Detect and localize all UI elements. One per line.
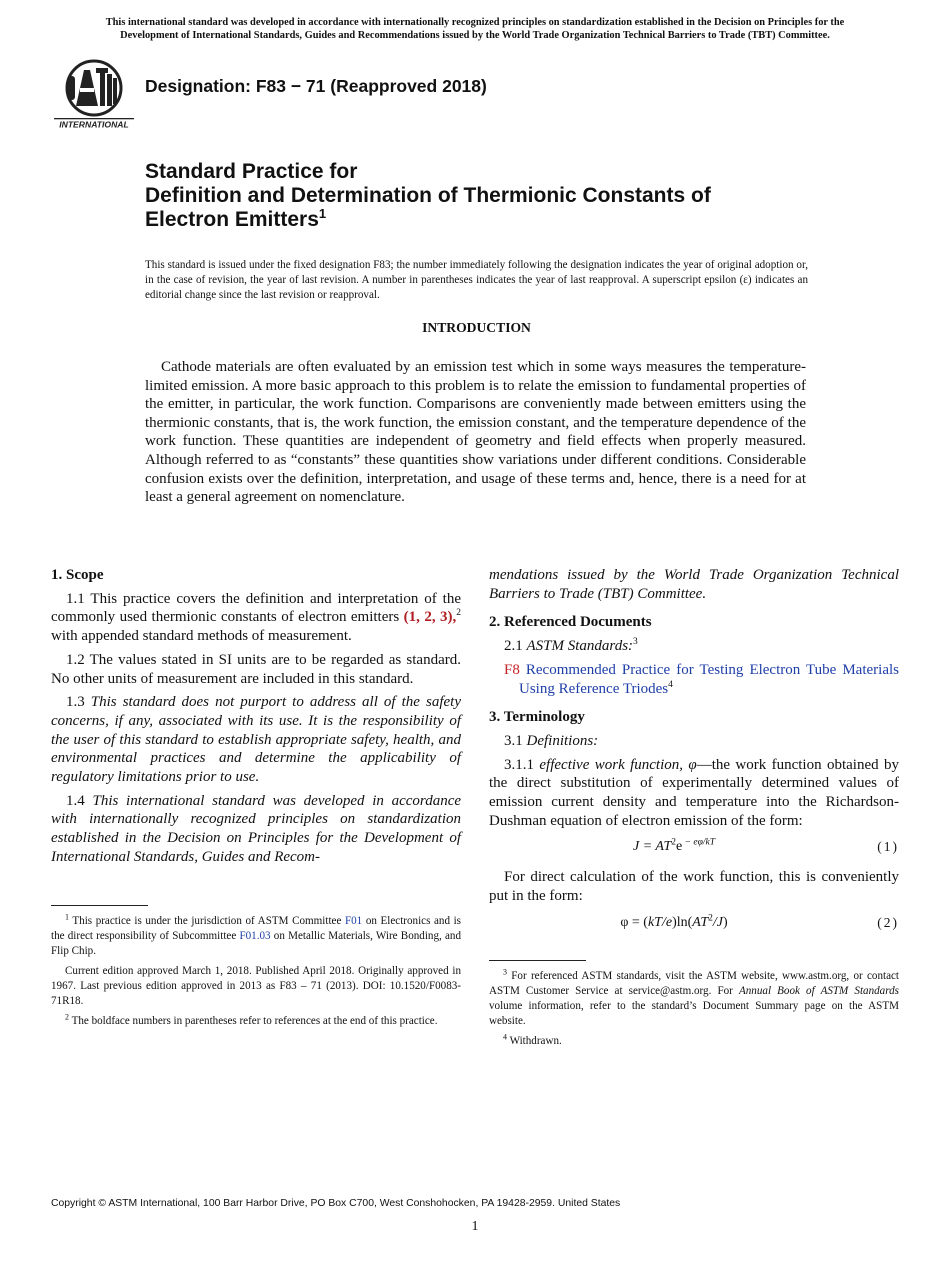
subcommittee-link[interactable]: F01.03 bbox=[239, 929, 271, 942]
equation-2-number: (2) bbox=[877, 914, 899, 930]
introduction-heading: INTRODUCTION bbox=[422, 320, 531, 335]
ref-link-1[interactable]: 1 bbox=[408, 609, 417, 626]
equation-1-superscript: − eφ/kT bbox=[682, 837, 715, 848]
scope-para-1-1-tail: with appended standard methods of measurement. bbox=[51, 628, 352, 645]
terminology-para-3-1 bbox=[489, 732, 899, 751]
ref-close: ), bbox=[447, 609, 457, 626]
footnote-4-mark: 4 bbox=[503, 1032, 507, 1042]
scope-para-1-4-text: This international standard was developed in accordance with internationally recognized principles on standardization established in the Decision on Principles for the Development of International Standards, Guides and Recom- bbox=[51, 792, 462, 865]
ref-link-2[interactable]: 2 bbox=[424, 609, 432, 626]
terminology-para-3-1-1-num: 3.1.1 bbox=[504, 756, 540, 773]
footnote-4-text: Withdrawn. bbox=[507, 1034, 562, 1047]
footnote-2-mark: 2 bbox=[65, 1011, 69, 1021]
introduction-text: Cathode materials are often evaluated by an emission test which in some ways measures the temperature-limited emission. A more basic approach to this problem is to relate the emission to fundamental properties of the emitter, in particular, the work function. Comparisons are conveniently made between emitters using the thermionic constants, that is, the work function, the emission constant, and the temperature dependence of the work function. These quantities are independent of geometry and field effects when properly measured. Although referred to as “constants” these quantities show variations under different conditions. Considerable confusion exists over the definition, interpretation, and usage of these terms and, hence, there is a need for at least a general agreement on nomenclature. bbox=[145, 359, 806, 506]
scope-para-1-3-num: 1.3 bbox=[66, 694, 91, 711]
left-column bbox=[51, 566, 461, 1034]
footnote-mark-4: 4 bbox=[668, 679, 673, 690]
referenced-para-2-1 bbox=[489, 637, 899, 656]
terminology-para-3-1-num: 3.1 bbox=[504, 732, 527, 749]
equation-1-e: e bbox=[675, 839, 683, 855]
right-column bbox=[489, 566, 899, 1054]
footnote-3-mark: 3 bbox=[503, 967, 507, 977]
title-line-3-text: Electron Emitters bbox=[145, 208, 319, 231]
title-line-2: Definition and Determination of Thermionic Constants of bbox=[145, 184, 711, 207]
referenced-para-2-1-text: ASTM Standards: bbox=[526, 638, 634, 655]
title-line-1: Standard Practice for bbox=[145, 160, 358, 183]
footnote-1 bbox=[51, 911, 461, 959]
terminology-para-3-1-1-text: —the work function obtained by the direct substitution of experimentally determined values of emission current density and temperature into the Richardson-Dushman equation of electron emission of the form: bbox=[489, 756, 900, 829]
referenced-para-2-1-num: 2.1 bbox=[504, 638, 527, 655]
scope-para-1-4-num: 1.4 bbox=[66, 792, 93, 809]
notice-line-2: Development of International Standards, Guides and Recommendations issued by the World Trade Organization Technical Barriers to Trade (TBT) Committee. bbox=[120, 30, 830, 41]
equation-2-at: AT bbox=[692, 914, 709, 930]
equation-1-body bbox=[489, 838, 859, 857]
ref-sep-2: , bbox=[431, 609, 441, 626]
referenced-documents-heading: 2. Referenced Documents bbox=[489, 614, 652, 631]
equation-1-number: (1) bbox=[877, 839, 899, 855]
title-footnote-mark: 1 bbox=[318, 206, 327, 221]
terminology-heading: 3. Terminology bbox=[489, 709, 585, 726]
footnote-divider-right bbox=[489, 960, 586, 961]
terminology-para-direct-calc: For direct calculation of the work function, this is conveniently put in the form: bbox=[489, 869, 899, 905]
scope-para-1-4 bbox=[51, 792, 461, 867]
footnote-3-text-a: For referenced ASTM standards, visit the ASTM website, www.astm.org, or contact ASTM Customer Service at service@astm.org. For bbox=[489, 969, 899, 997]
equation-2-mid: )ln( bbox=[672, 914, 693, 930]
page-number: 1 bbox=[471, 1219, 479, 1234]
equation-2-close: ) bbox=[722, 914, 728, 930]
footnote-4 bbox=[489, 1034, 899, 1049]
designation: Designation: F83 − 71 (Reapproved 2018) bbox=[145, 76, 487, 96]
terminology-para-3-1-1 bbox=[489, 756, 899, 831]
footnote-divider-left bbox=[51, 905, 148, 906]
equation-2-lhs: φ = ( bbox=[620, 914, 648, 930]
footnote-2-text: The boldface numbers in parentheses refer to references at the end of this practice. bbox=[69, 1014, 438, 1027]
footnote-1-mark: 1 bbox=[65, 911, 69, 921]
notice-line-1: This international standard was developed in accordance with internationally recognized principles on standardization established in the Decision on Principles for the bbox=[105, 17, 845, 28]
footnote-1-text-b: on Electronics and is the direct responsibility of Subcommittee bbox=[51, 914, 461, 942]
ref-open: ( bbox=[403, 609, 409, 626]
scope-para-1-4-continued: mendations issued by the World Trade Organization Technical Barriers to Trade (TBT) Committee. bbox=[489, 567, 899, 602]
term-effective-work-function: effective work function, φ bbox=[539, 756, 697, 773]
footnote-3 bbox=[489, 969, 899, 1029]
committee-link[interactable]: F01 bbox=[344, 914, 363, 927]
footnote-2 bbox=[51, 1011, 461, 1029]
footnote-mark-2: 2 bbox=[456, 608, 462, 619]
scope-para-1-2: 1.2 The values stated in SI units are to be regarded as standard. No other units of measurement are included in this standard. bbox=[51, 651, 461, 687]
scope-para-1-3-text: This standard does not purport to address all of the safety concerns, if any, associated with its use. It is the responsibility of the user of this standard to establish appropriate safety, health, and environmental practices and determine the applicability of regulatory limitations prior to use. bbox=[51, 694, 461, 786]
scope-heading: 1. Scope bbox=[51, 567, 104, 583]
copyright-notice: Copyright © ASTM International, 100 Barr Harbor Drive, PO Box C700, West Conshohocken, PA 19428-2959. United States bbox=[51, 1198, 621, 1209]
scope-para-1-1 bbox=[51, 590, 461, 646]
referenced-standard-f8[interactable] bbox=[489, 661, 899, 698]
equation-2-kte: kT/e bbox=[647, 914, 673, 930]
equation-2 bbox=[489, 912, 899, 938]
ref-link-3[interactable]: 3 bbox=[440, 609, 448, 626]
equation-1 bbox=[489, 836, 899, 862]
top-notice bbox=[36, 16, 914, 42]
footnote-1-text-c: on Metallic Materials, Wire Bonding, and Flip Chip. bbox=[51, 929, 461, 957]
footnote-mark-3: 3 bbox=[633, 637, 638, 648]
scope-para-1-3 bbox=[51, 693, 461, 787]
astm-logo bbox=[54, 58, 134, 130]
footnote-3-book-title: Annual Book of ASTM Standards bbox=[738, 984, 899, 997]
logo-text: INTERNATIONAL bbox=[59, 119, 129, 130]
footnote-1-text-a: This practice is under the jurisdiction of ASTM Committee bbox=[69, 914, 345, 927]
scope-para-1-1-text: 1.1 This practice covers the definition and interpretation of the commonly used thermionic constants of electron emitters bbox=[51, 590, 461, 626]
ref-sep-1: , bbox=[416, 609, 425, 626]
footnote-edition: Current edition approved March 1, 2018. Published April 2018. Originally approved in 1967. Last previous edition approved in 2013 as F83 – 71 (2013). DOI: 10.1520/F0083-71R18. bbox=[51, 964, 461, 1007]
terminology-para-3-1-text: Definitions: bbox=[526, 732, 599, 749]
equation-2-j: /J bbox=[712, 914, 723, 930]
equation-2-body bbox=[489, 914, 859, 933]
document-title bbox=[145, 160, 845, 232]
standard-title-link[interactable]: Recommended Practice for Testing Electron Tube Materials Using Reference Triodes bbox=[519, 661, 899, 697]
equation-1-exponent: 2 bbox=[671, 837, 676, 848]
equation-1-lhs: J = AT bbox=[633, 839, 672, 855]
issued-note: This standard is issued under the fixed designation F83; the number immediately following the designation indicates the year of original adoption or, in the case of revision, the year of last revision. A number in parentheses indicates the year of last reapproval. A superscript epsilon (ε) indicates an editorial change since the last revision or reapproval. bbox=[145, 259, 808, 301]
standard-code-link[interactable]: F8 bbox=[504, 661, 520, 678]
footnote-3-text-b: volume information, refer to the standard’s Document Summary page on the ASTM website. bbox=[489, 999, 899, 1027]
title-line-3 bbox=[145, 208, 845, 232]
equation-2-exponent: 2 bbox=[708, 913, 713, 924]
